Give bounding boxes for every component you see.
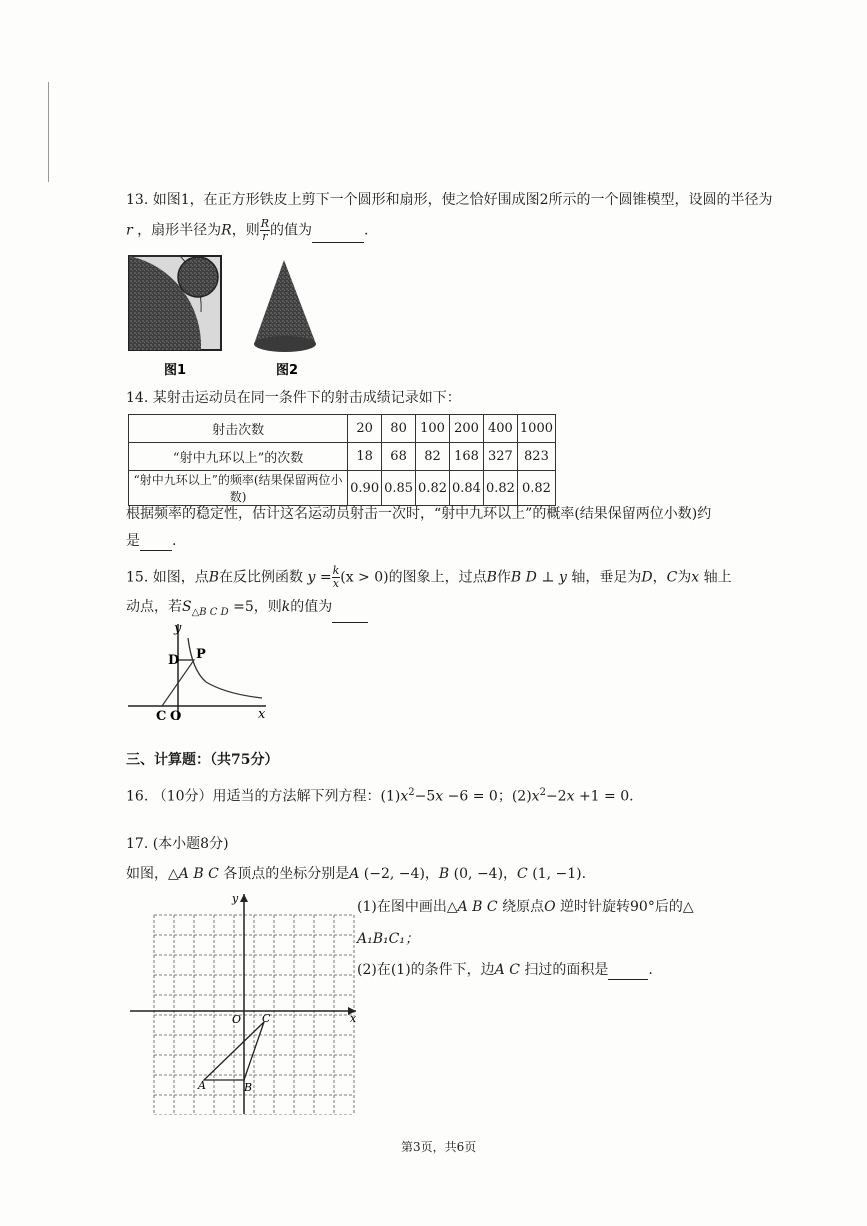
q17-s1a: (1)在图中画出 <box>357 899 447 915</box>
table-cell: 0.85 <box>382 471 416 506</box>
table-cell: 1000 <box>517 415 555 443</box>
grid-x-label: x <box>350 1012 357 1025</box>
q13-end: . <box>364 222 369 239</box>
scan-margin-line <box>48 82 49 182</box>
grid-lines <box>154 915 354 1115</box>
q15-cond: (x > 0)的图象上，过点 <box>340 569 487 586</box>
q14-table <box>128 414 556 506</box>
var-B: B <box>438 866 450 882</box>
q16-e3: −2 <box>545 788 567 805</box>
exponent: 2 <box>408 787 415 798</box>
subscript-bcd: △B C D <box>191 607 229 618</box>
var-AC: A C <box>494 962 520 978</box>
q15-line2a: 动点，若 <box>126 599 182 615</box>
q15-p5: 为 <box>677 569 692 586</box>
graph-y-label: y <box>174 621 182 636</box>
q15-p1: 15. 如图，点 <box>126 569 209 586</box>
grid-y-label: y <box>232 892 239 905</box>
var-x: x <box>435 788 444 805</box>
exponent: 2 <box>539 787 546 798</box>
q16-e2: −6 = 0；(2) <box>443 788 532 805</box>
frac-den: r <box>262 230 268 243</box>
answer-blank[interactable] <box>140 536 172 551</box>
table-cell: 0.84 <box>450 471 484 506</box>
table-cell: 68 <box>382 443 416 471</box>
q17-end: . <box>648 962 653 978</box>
var-BD: B D <box>510 569 537 586</box>
coord-B: (0, −4)， <box>449 866 518 882</box>
var-x: x <box>691 569 700 586</box>
q17-p2: 各顶点的坐标分别是 <box>223 866 350 882</box>
q13-tail: 的值为 <box>270 222 312 239</box>
cone-base <box>254 336 316 352</box>
comma: ， <box>652 569 667 586</box>
q16-e1: −5 <box>414 788 436 805</box>
answer-blank[interactable] <box>332 608 368 623</box>
point-D-label: D <box>168 653 180 668</box>
q14-intro: 14. 某射击运动员在同一条件下的射击成绩记录如下： <box>126 390 461 406</box>
var-r: r <box>126 222 133 239</box>
table-cell: 0.82 <box>416 471 450 506</box>
table-cell: 80 <box>382 415 416 443</box>
q17-s2b: 扫过的面积是 <box>524 962 609 978</box>
point-O-label: O <box>170 709 182 724</box>
q15-p6: 轴上 <box>703 569 732 586</box>
y-axis-arrow <box>240 894 248 902</box>
q15-p2: 在反比例函数 <box>219 569 304 586</box>
q16-line <box>126 783 634 807</box>
q14-after2-text: 是 <box>126 533 140 549</box>
point-B-label: B <box>244 1081 253 1094</box>
q14-end: . <box>172 533 177 549</box>
triangle-abc: △A B C <box>446 899 498 915</box>
equals-sign: = <box>319 569 332 586</box>
table-row <box>129 415 556 443</box>
var-S: S <box>182 599 192 615</box>
answer-blank[interactable] <box>608 965 648 980</box>
q15-line2b: =5，则 <box>233 599 282 615</box>
table-row <box>129 443 556 471</box>
q17-title: 17. (本小题8分) <box>126 836 229 852</box>
table-cell: 0.82 <box>483 471 517 506</box>
table-cell: 0.90 <box>348 471 382 506</box>
row-label: “射中九环以上”的次数 <box>129 443 348 471</box>
q16-e4: +1 = 0. <box>574 788 634 805</box>
var-x: x <box>566 788 575 805</box>
perp-symbol: ⊥ <box>541 569 555 586</box>
fig1-label: 图1 <box>164 363 187 378</box>
row-label: 射击次数 <box>129 415 348 443</box>
origin-O-label: O <box>232 1013 242 1026</box>
cone-body <box>254 260 316 344</box>
q17-p1: 如图， <box>126 866 168 882</box>
q13-text: 13. 如图1，在正方形铁皮上剪下一个圆形和扇形，使之恰好围成图2所示的一个圆锥模型，设圆的半径为 <box>126 192 773 208</box>
var-x: x <box>531 788 540 805</box>
var-x: x <box>400 788 409 805</box>
table-row <box>129 471 556 506</box>
q13-line1 <box>126 190 773 210</box>
q15-line2c: 的值为 <box>290 599 333 615</box>
q17-s2a: (2)在(1)的条件下，边 <box>357 962 495 978</box>
frac-num: R <box>260 217 269 230</box>
q15-p3: 作 <box>496 569 511 586</box>
q13-line2 <box>126 218 368 243</box>
var-k: k <box>281 599 291 615</box>
q17-s1b: 绕原点 <box>502 899 545 915</box>
coord-A: (−2, −4)， <box>359 866 439 882</box>
table-cell: 200 <box>450 415 484 443</box>
var-C: C <box>666 569 678 586</box>
graph-x-label: x <box>258 707 266 722</box>
page-footer: 第3页，共6页 <box>401 1140 477 1154</box>
var-B: B <box>208 569 220 586</box>
point-C-label: C <box>156 709 167 724</box>
section-3-heading: 三、计算题：（共75分） <box>126 752 279 768</box>
frac-num: k <box>332 564 340 577</box>
var-B: B <box>486 569 497 586</box>
q16-p1: 16. （10分）用适当的方法解下列方程：(1) <box>126 788 401 805</box>
table-cell: 0.82 <box>517 471 555 506</box>
var-C: C <box>517 866 528 882</box>
answer-blank[interactable] <box>312 228 364 243</box>
var-y: y <box>558 569 567 586</box>
fraction-k-over-x <box>332 565 341 590</box>
table-cell: 82 <box>416 443 450 471</box>
fig2-label: 图2 <box>276 363 299 378</box>
table-cell: 168 <box>450 443 484 471</box>
var-D: D <box>641 569 653 586</box>
q14-after1: 根据频率的稳定性，估计这名运动员射击一次时，“射中九环以上”的概率(结果保留两位小数)约 <box>126 506 712 522</box>
q17-line1 <box>126 864 586 884</box>
var-O: O <box>544 899 556 915</box>
coord-C: (1, −1). <box>527 866 587 882</box>
table-cell: 20 <box>348 415 382 443</box>
q15-line1 <box>126 565 732 590</box>
q17-grid[interactable] <box>128 890 360 1115</box>
table-cell: 100 <box>416 415 450 443</box>
frac-den: x <box>332 577 340 590</box>
q17-sub1-line1 <box>357 897 694 917</box>
q13-then: ，则 <box>231 222 260 239</box>
point-A-label: A <box>198 1079 206 1092</box>
var-A: A <box>349 866 360 882</box>
row-label: “射中九环以上”的频率(结果保留两位小数) <box>129 471 348 506</box>
q17-s1c: 逆时针旋转90°后的△ <box>560 899 694 915</box>
q13-figures <box>126 252 326 382</box>
fraction-R-over-r <box>260 218 270 243</box>
q14-after2 <box>126 531 176 551</box>
circle-shape <box>178 257 218 297</box>
q15-graph <box>126 620 271 725</box>
var-R: R <box>221 222 232 239</box>
var-y: y <box>307 569 316 586</box>
table-cell: 823 <box>517 443 555 471</box>
point-P-label: P <box>196 647 206 662</box>
table-cell: 18 <box>348 443 382 471</box>
q17-sub2 <box>357 960 653 980</box>
q17-sub1-line2: A₁B₁C₁； <box>357 931 419 947</box>
q15-p4: 轴，垂足为 <box>571 569 642 586</box>
table-cell: 400 <box>483 415 517 443</box>
table-cell: 327 <box>483 443 517 471</box>
point-C-label: C <box>262 1012 271 1025</box>
q13-mid: ，扇形半径为 <box>137 222 222 239</box>
triangle-abc: △A B C <box>168 866 219 882</box>
